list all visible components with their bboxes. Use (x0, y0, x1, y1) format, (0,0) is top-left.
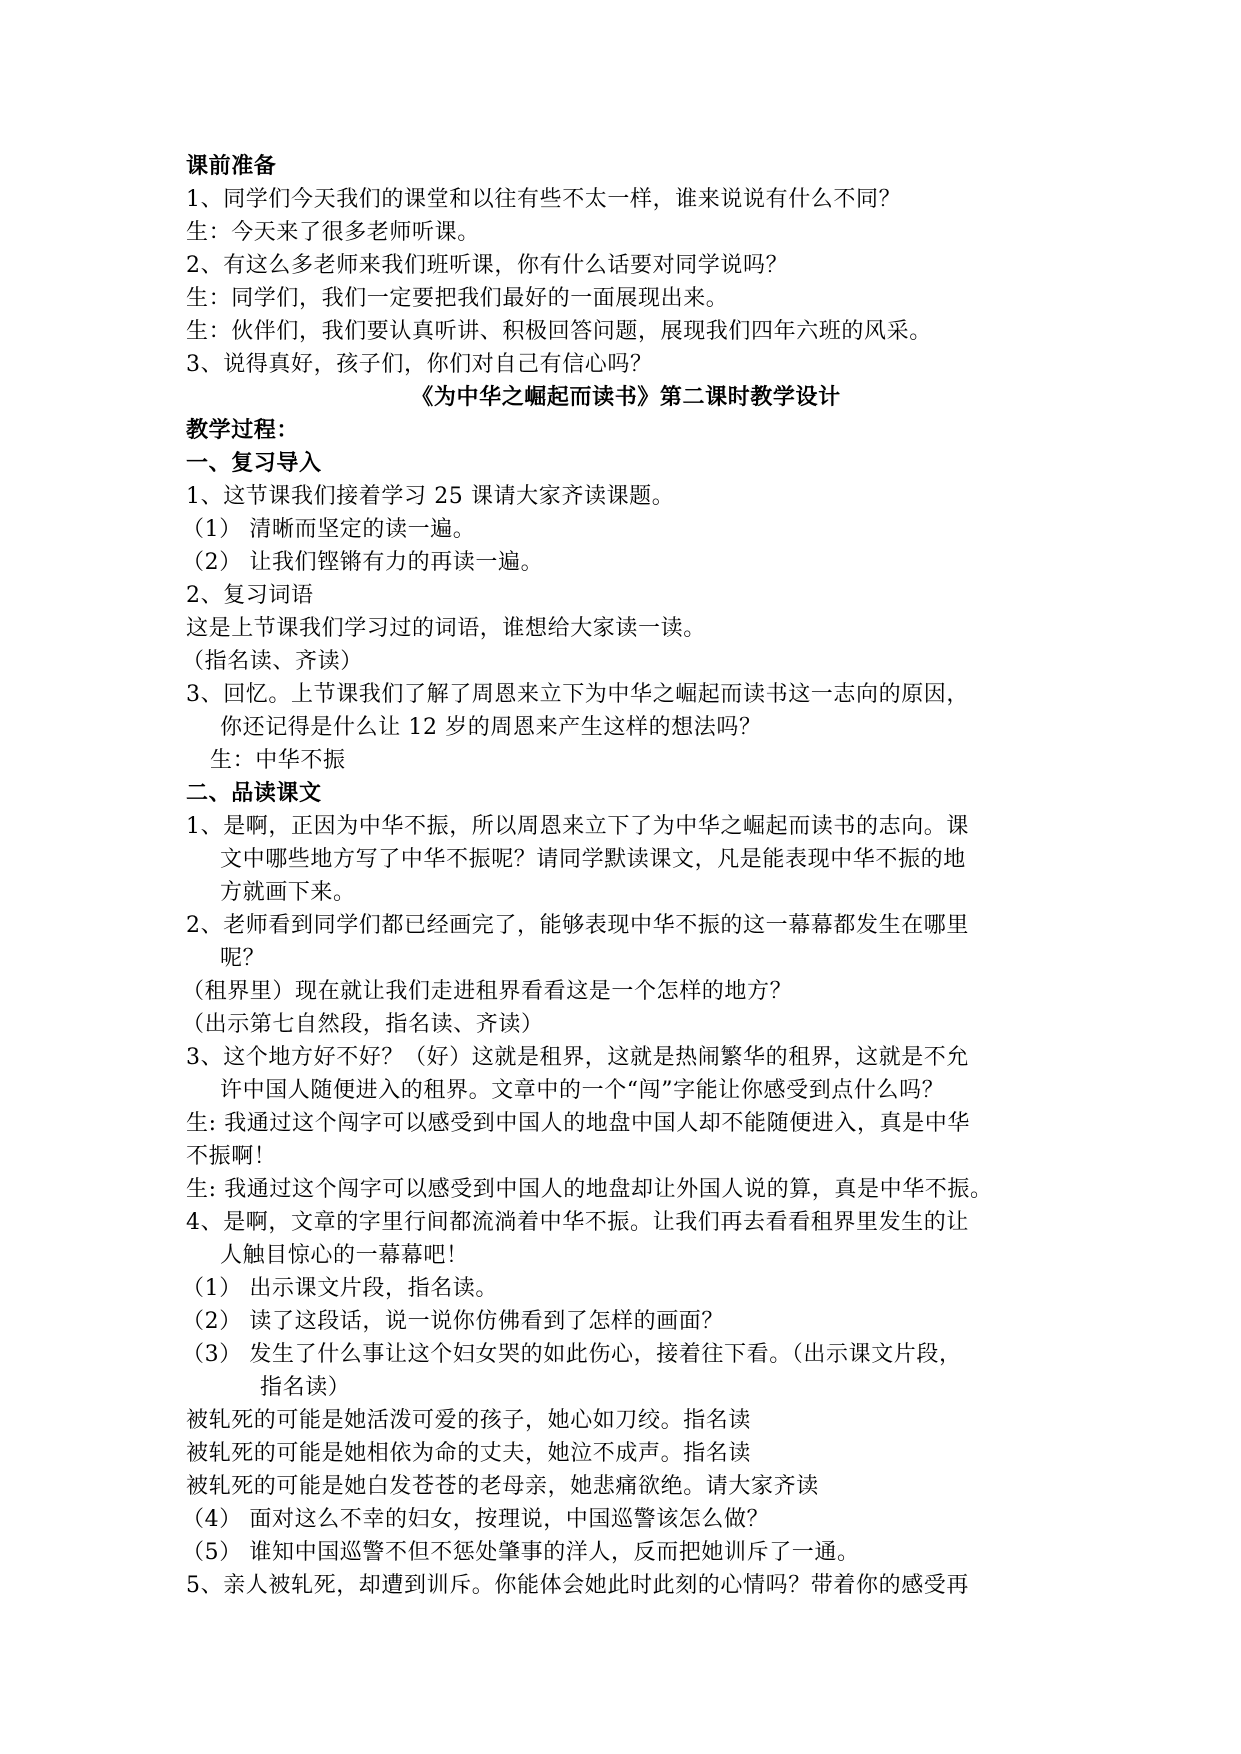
prep-line-6: 3、说得真好，孩子们，你们对自己有信心吗？ (186, 352, 653, 377)
section2-line: 许中国人随便进入的租界。文章中的一个“闯”字能让你感受到点什么吗？ (220, 1078, 945, 1103)
prep-line-3: 2、有这么多老师来我们班听课，你有什么话要对同学说吗？ (186, 253, 789, 278)
document-title: 《为中华之崛起而读书》第二课时教学设计 (411, 385, 841, 410)
section1-line: 这是上节课我们学习过的词语，谁想给大家读一读。 (186, 616, 706, 641)
section1-line: 2、复习词语 (186, 583, 314, 608)
section1-line: 生：中华不振 (210, 748, 346, 773)
section1-line: 1、这节课我们接着学习 25 课请大家齐读课题。 (186, 484, 675, 509)
section2-line: 3、这个地方好不好？（好）这就是租界，这就是热闹繁华的租界，这就是不允 (186, 1045, 969, 1070)
section2-line: 人触目惊心的一幕幕吧！ (220, 1243, 469, 1268)
section2-line: 方就画下来。 (220, 880, 356, 905)
section2-line: 4、是啊，文章的字里行间都流淌着中华不振。让我们再去看看租界里发生的让 (186, 1210, 969, 1235)
section2-line: 不振啊！ (186, 1144, 277, 1169)
prep-line-1: 1、同学们今天我们的课堂和以往有些不太一样，谁来说说有什么不同？ (186, 187, 902, 212)
section2-line: 5、亲人被轧死，却遭到训斥。你能体会她此时此刻的心情吗？带着你的感受再 (186, 1573, 969, 1598)
prep-line-5: 生：伙伴们，我们要认真听讲、积极回答问题，展现我们四年六班的风采。 (186, 319, 932, 344)
section2-line: 被轧死的可能是她相依为命的丈夫，她泣不成声。指名读 (186, 1441, 752, 1466)
section1-heading: 一、复习导入 (186, 451, 322, 476)
section2-line: （3） 发生了什么事让这个妇女哭的如此伤心，接着往下看。（出示课文片段， (182, 1342, 962, 1367)
section2-line: 生: 我通过这个闯字可以感受到中国人的地盘中国人却不能随便进入，真是中华 (186, 1111, 971, 1136)
prep-heading: 课前准备 (186, 154, 277, 179)
section2-line: 呢？ (220, 946, 266, 971)
section1-line: 3、回忆。上节课我们了解了周恩来立下为中华之崛起而读书这一志向的原因， (186, 682, 969, 707)
section2-line: （5） 谁知中国巡警不但不惩处肇事的洋人，反而把她训斥了一通。 (182, 1540, 860, 1565)
section2-line: （4） 面对这么不幸的妇女，按理说，中国巡警该怎么做？ (182, 1507, 770, 1532)
section2-line: 指名读） (260, 1375, 351, 1400)
prep-line-2: 生：今天来了很多老师听课。 (186, 220, 480, 245)
document-body (182, 150, 1066, 1602)
process-heading: 教学过程： (186, 418, 300, 443)
section2-line: （1） 出示课文片段，指名读。 (182, 1276, 498, 1301)
section1-line: 你还记得是什么让 12 岁的周恩来产生这样的想法吗？ (220, 715, 762, 740)
section1-line: （指名读、齐读） (182, 649, 363, 674)
section2-line: 被轧死的可能是她白发苍苍的老母亲，她悲痛欲绝。请大家齐读 (186, 1474, 819, 1499)
section2-line: （租界里）现在就让我们走进租界看看这是一个怎样的地方？ (182, 979, 793, 1004)
section2-line: 生: 我通过这个闯字可以感受到中国人的地盘却让外国人说的算，真是中华不振。 (186, 1177, 993, 1202)
section2-line: （2） 读了这段话，说一说你仿佛看到了怎样的画面？ (182, 1309, 724, 1334)
section1-line: （2） 让我们铿锵有力的再读一遍。 (182, 550, 544, 575)
section2-line: （出示第七自然段，指名读、齐读） (182, 1012, 544, 1037)
section2-line: 1、是啊，正因为中华不振，所以周恩来立下了为中华之崛起而读书的志向。课 (186, 814, 969, 839)
section2-line: 文中哪些地方写了中华不振呢？请同学默读课文，凡是能表现中华不振的地 (220, 847, 966, 872)
section2-line: 被轧死的可能是她活泼可爱的孩子，她心如刀绞。指名读 (186, 1408, 752, 1433)
section1-line: （1） 清晰而坚定的读一遍。 (182, 517, 476, 542)
section2-line: 2、老师看到同学们都已经画完了，能够表现中华不振的这一幕幕都发生在哪里 (186, 913, 969, 938)
prep-line-4: 生：同学们，我们一定要把我们最好的一面展现出来。 (186, 286, 729, 311)
section2-heading: 二、品读课文 (186, 781, 322, 806)
